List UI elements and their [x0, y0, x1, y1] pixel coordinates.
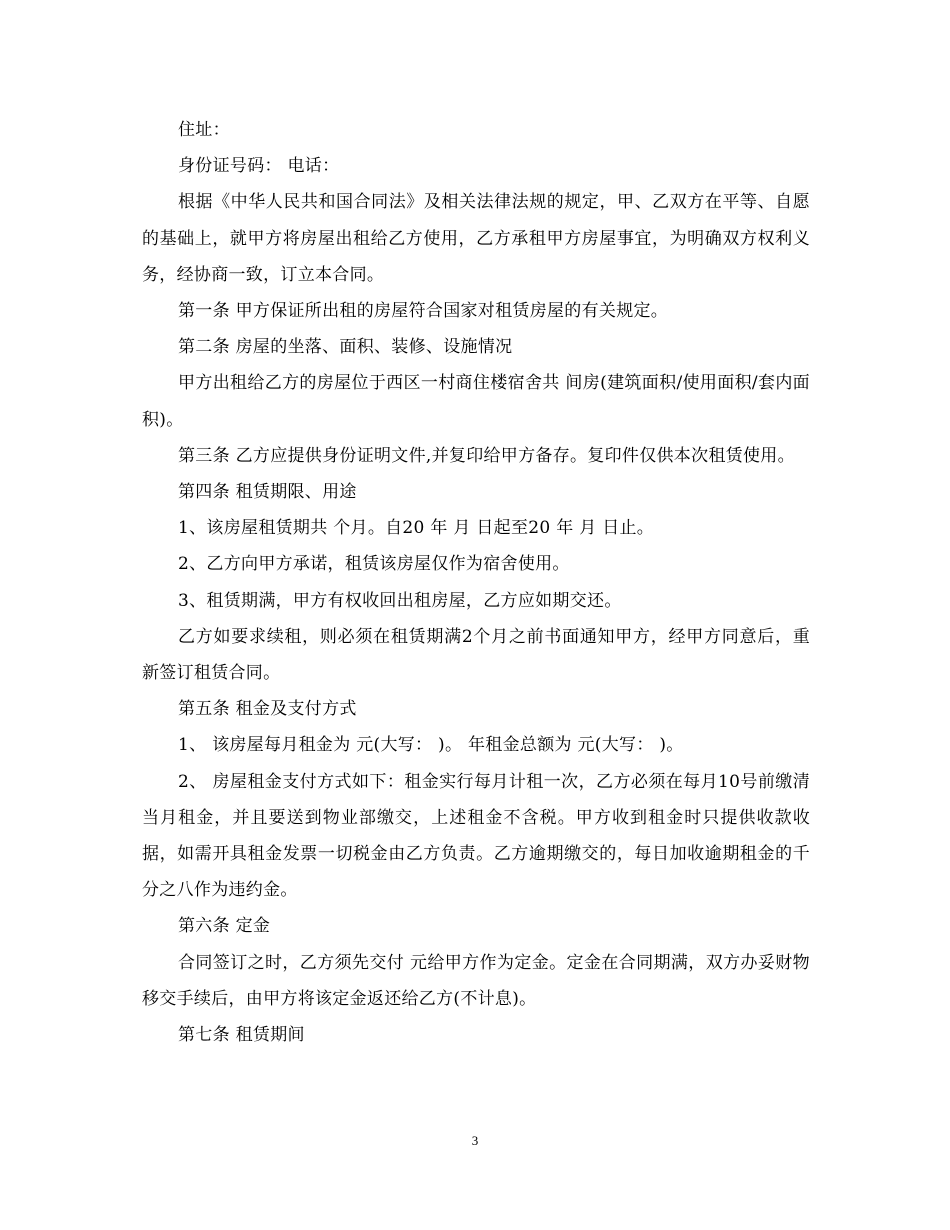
article-2-body: 甲方出租给乙方的房屋位于西区一村商住楼宿舍共 间房(建筑面积/使用面积/套内面积)。 — [142, 373, 810, 430]
article-6-heading: 第六条 定金 — [178, 916, 271, 937]
article-5-heading: 第五条 租金及支付方式 — [178, 699, 357, 720]
article-3: 第三条 乙方应提供身份证明文件,并复印给甲方备存。复印件仅供本次租赁使用。 — [178, 445, 795, 466]
article-4-item-1: 1、该房屋租赁期共 个月。自20 年 月 日起至20 年 月 日止。 — [178, 518, 655, 539]
article-4-item-2: 2、乙方向甲方承诺，租赁该房屋仅作为宿舍使用。 — [178, 554, 570, 575]
article-7-heading: 第七条 租赁期间 — [178, 1025, 305, 1046]
article-4-heading: 第四条 租赁期限、用途 — [178, 482, 357, 503]
id-phone-line: 身份证号码： 电话： — [178, 156, 340, 177]
article-6-body: 合同签订之时，乙方须先交付 元给甲方作为定金。定金在合同期满，双方办妥财物移交手续后，由甲方将该定金返还给乙方(不计息)。 — [142, 952, 810, 1009]
document-body — [142, 112, 810, 1053]
renewal-paragraph: 乙方如要求续租，则必须在租赁期满2个月之前书面通知甲方，经甲方同意后，重新签订租赁合同。 — [142, 626, 810, 684]
article-4-item-3: 3、租赁期满，甲方有权收回出租房屋，乙方应如期交还。 — [178, 590, 622, 611]
article-1: 第一条 甲方保证所出租的房屋符合国家对租赁房屋的有关规定。 — [178, 301, 669, 322]
page-number: 3 — [471, 1133, 479, 1148]
article-5-item-1: 1、 该房屋每月租金为 元(大写： )。 年租金总额为 元(大写： )。 — [178, 735, 684, 756]
article-5-item-2: 2、 房屋租金支付方式如下：租金实行每月计租一次，乙方必须在每月10号前缴清当月租金，并且要送到物业部缴交，上述租金不含税。甲方收到租金时只提供收款收据，如需开具租金发票一切税金由乙方负责。乙方逾期缴交的，每日加收逾期租金的千分之八作为违约金。 — [142, 771, 810, 901]
address-line: 住址： — [178, 120, 230, 140]
article-2-heading: 第二条 房屋的坐落、面积、装修、设施情况 — [178, 337, 513, 358]
preamble-paragraph: 根据《中华人民共和国合同法》及相关法律法规的规定，甲、乙双方在平等、自愿的基础上，就甲方将房屋出租给乙方使用，乙方承租甲方房屋事宜，为明确双方权利义务，经协商一致，订立本合同。 — [142, 192, 810, 285]
